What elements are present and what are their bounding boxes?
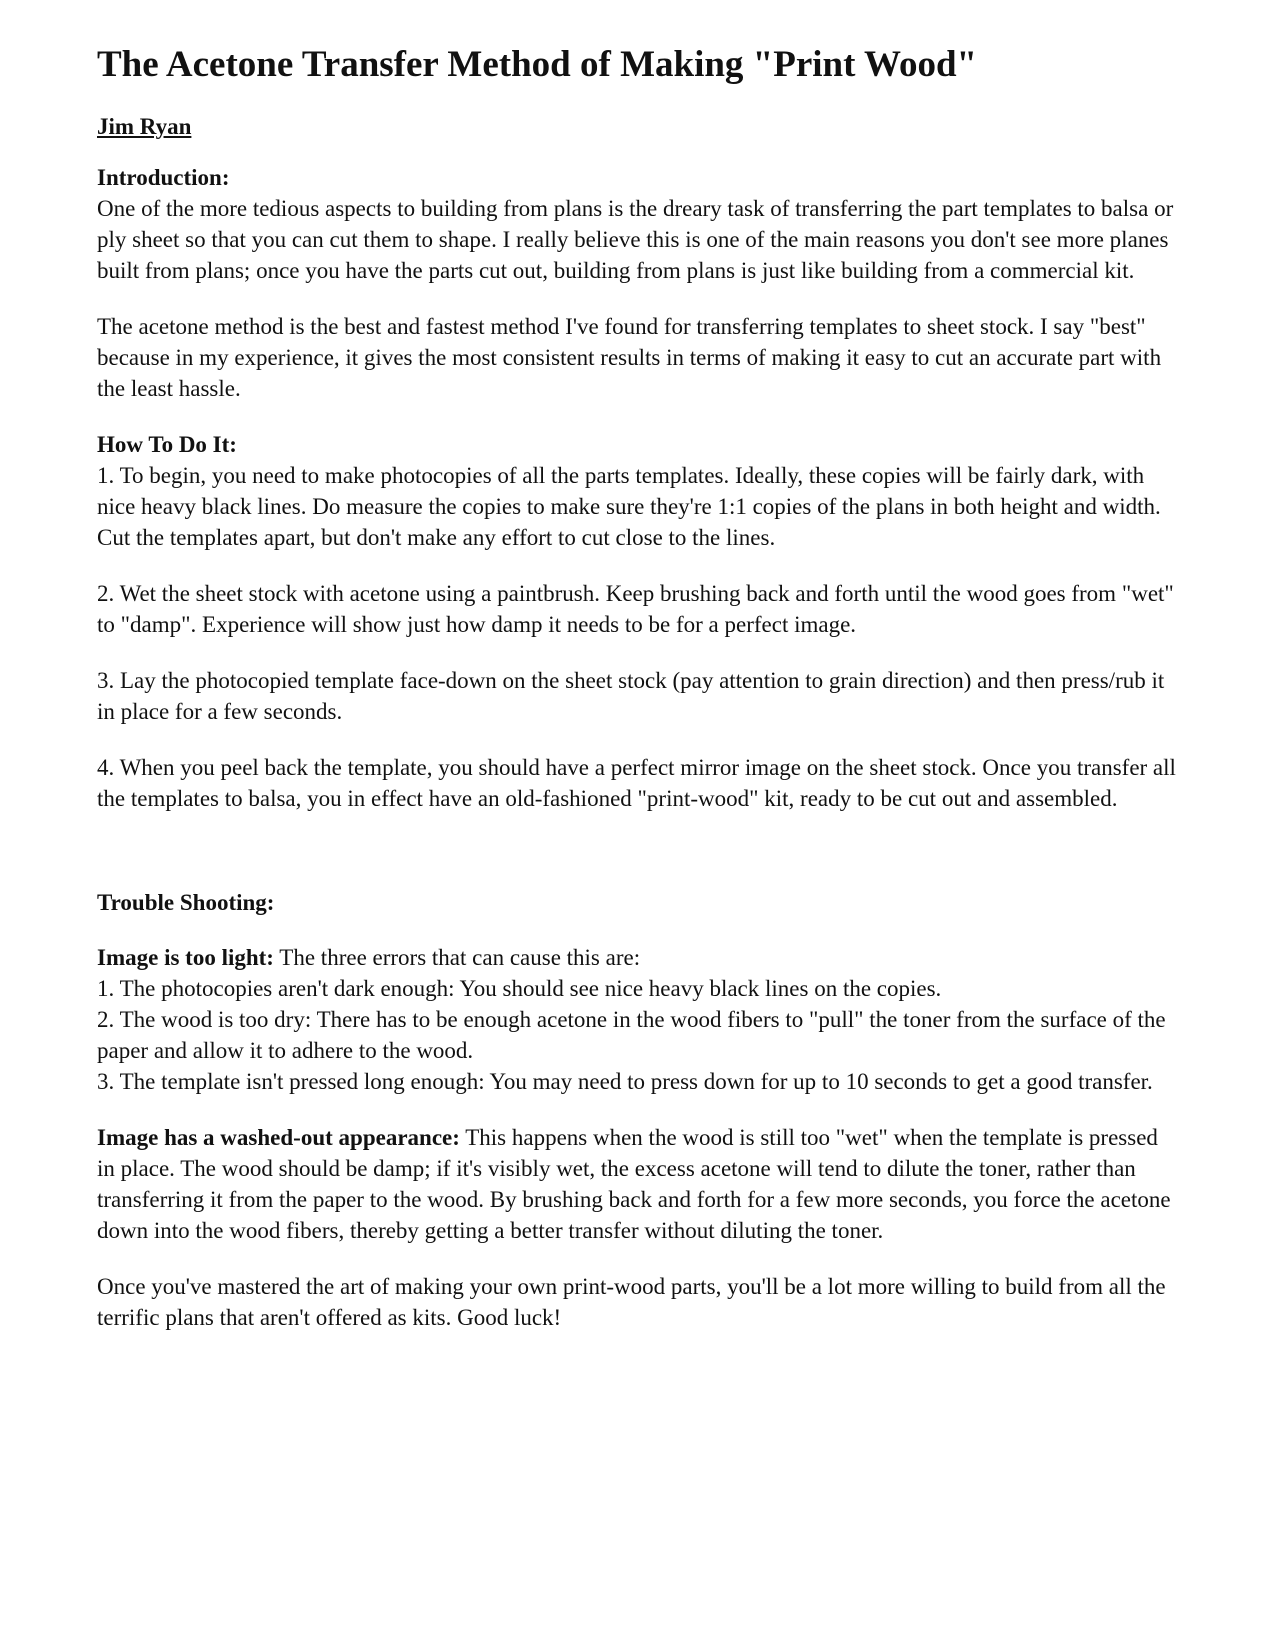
intro-paragraph-2: The acetone method is the best and fastest method I've found for transferring templates to sheet stock. I say "best" because in my experience, it gives the most consistent results in terms of making it easy to cut an accurate part with the least hassle.: [97, 314, 1162, 402]
troubleshooting-heading: Trouble Shooting:: [97, 890, 275, 916]
too-light-label: Image is too light:: [97, 945, 274, 971]
howto-step-1: 1. To begin, you need to make photocopies of all the parts templates. Ideally, these copies will be fairly dark, with nice heavy black lines. Do measure the copies to make sure they're 1:1 copies of the plans in both height and width. Cut the templates apart, but don't make any effort to cut close to the lines.: [97, 463, 1161, 551]
washed-out-paragraph: [97, 1122, 1177, 1246]
section-spacer: [97, 839, 1177, 887]
too-light-intro-text: The three errors that can cause this are:: [273, 945, 641, 971]
howto-heading: How To Do It:: [97, 432, 237, 458]
too-light-item-3: 3. The template isn't pressed long enough: You may need to press down for up to 10 seconds to get a good transfer.: [97, 1069, 1153, 1095]
washed-out-label: Image has a washed-out appearance:: [97, 1125, 460, 1151]
howto-step-4: 4. When you peel back the template, you should have a perfect mirror image on the sheet stock. Once you transfer all the templates to balsa, you in effect have an old-fashioned "print-wood" kit, ready to be cut out and assembled.: [97, 755, 1176, 812]
too-light-item-2: 2. The wood is too dry: There has to be enough acetone in the wood fibers to "pull" the toner from the surface of the paper and allow it to adhere to the wood.: [97, 1007, 1166, 1064]
author-name: Jim Ryan: [97, 113, 192, 139]
too-light-item-1: 1. The photocopies aren't dark enough: You should see nice heavy black lines on the copies.: [97, 976, 942, 1002]
howto-step-3: 3. Lay the photocopied template face-down on the sheet stock (pay attention to grain direction) and then press/rub it in place for a few seconds.: [97, 668, 1165, 725]
intro-paragraph-1: One of the more tedious aspects to building from plans is the dreary task of transferring the part templates to balsa or ply sheet so that you can cut them to shape. I really believe this is one of the main reasons you don't see more planes built from plans; once you have the parts cut out, building from plans is just like building from a commercial kit.: [97, 196, 1174, 284]
closing-paragraph: Once you've mastered the art of making your own print-wood parts, you'll be a lot more willing to build from all the terrific plans that aren't offered as kits. Good luck!: [97, 1274, 1166, 1331]
document-title: The Acetone Transfer Method of Making "Print Wood": [97, 44, 978, 85]
howto-step-2: 2. Wet the sheet stock with acetone using a paintbrush. Keep brushing back and forth until the wood goes from "wet" to "damp". Experience will show just how damp it needs to be for a perfect image.: [97, 581, 1174, 638]
intro-heading: Introduction:: [97, 165, 230, 191]
section-spacer: [97, 918, 1177, 942]
too-light-intro: [97, 942, 1177, 973]
washed-out-text: This happens when the wood is still too "wet" when the template is pressed in place. The wood should be damp; if it's visibly wet, the excess acetone will tend to dilute the toner, rather than transferring it from the paper to the wood. By brushing back and forth for a few more seconds, you force the acetone down into the wood fibers, thereby getting a better transfer without diluting the toner.: [97, 1125, 1171, 1244]
document-body: [97, 44, 1177, 1358]
